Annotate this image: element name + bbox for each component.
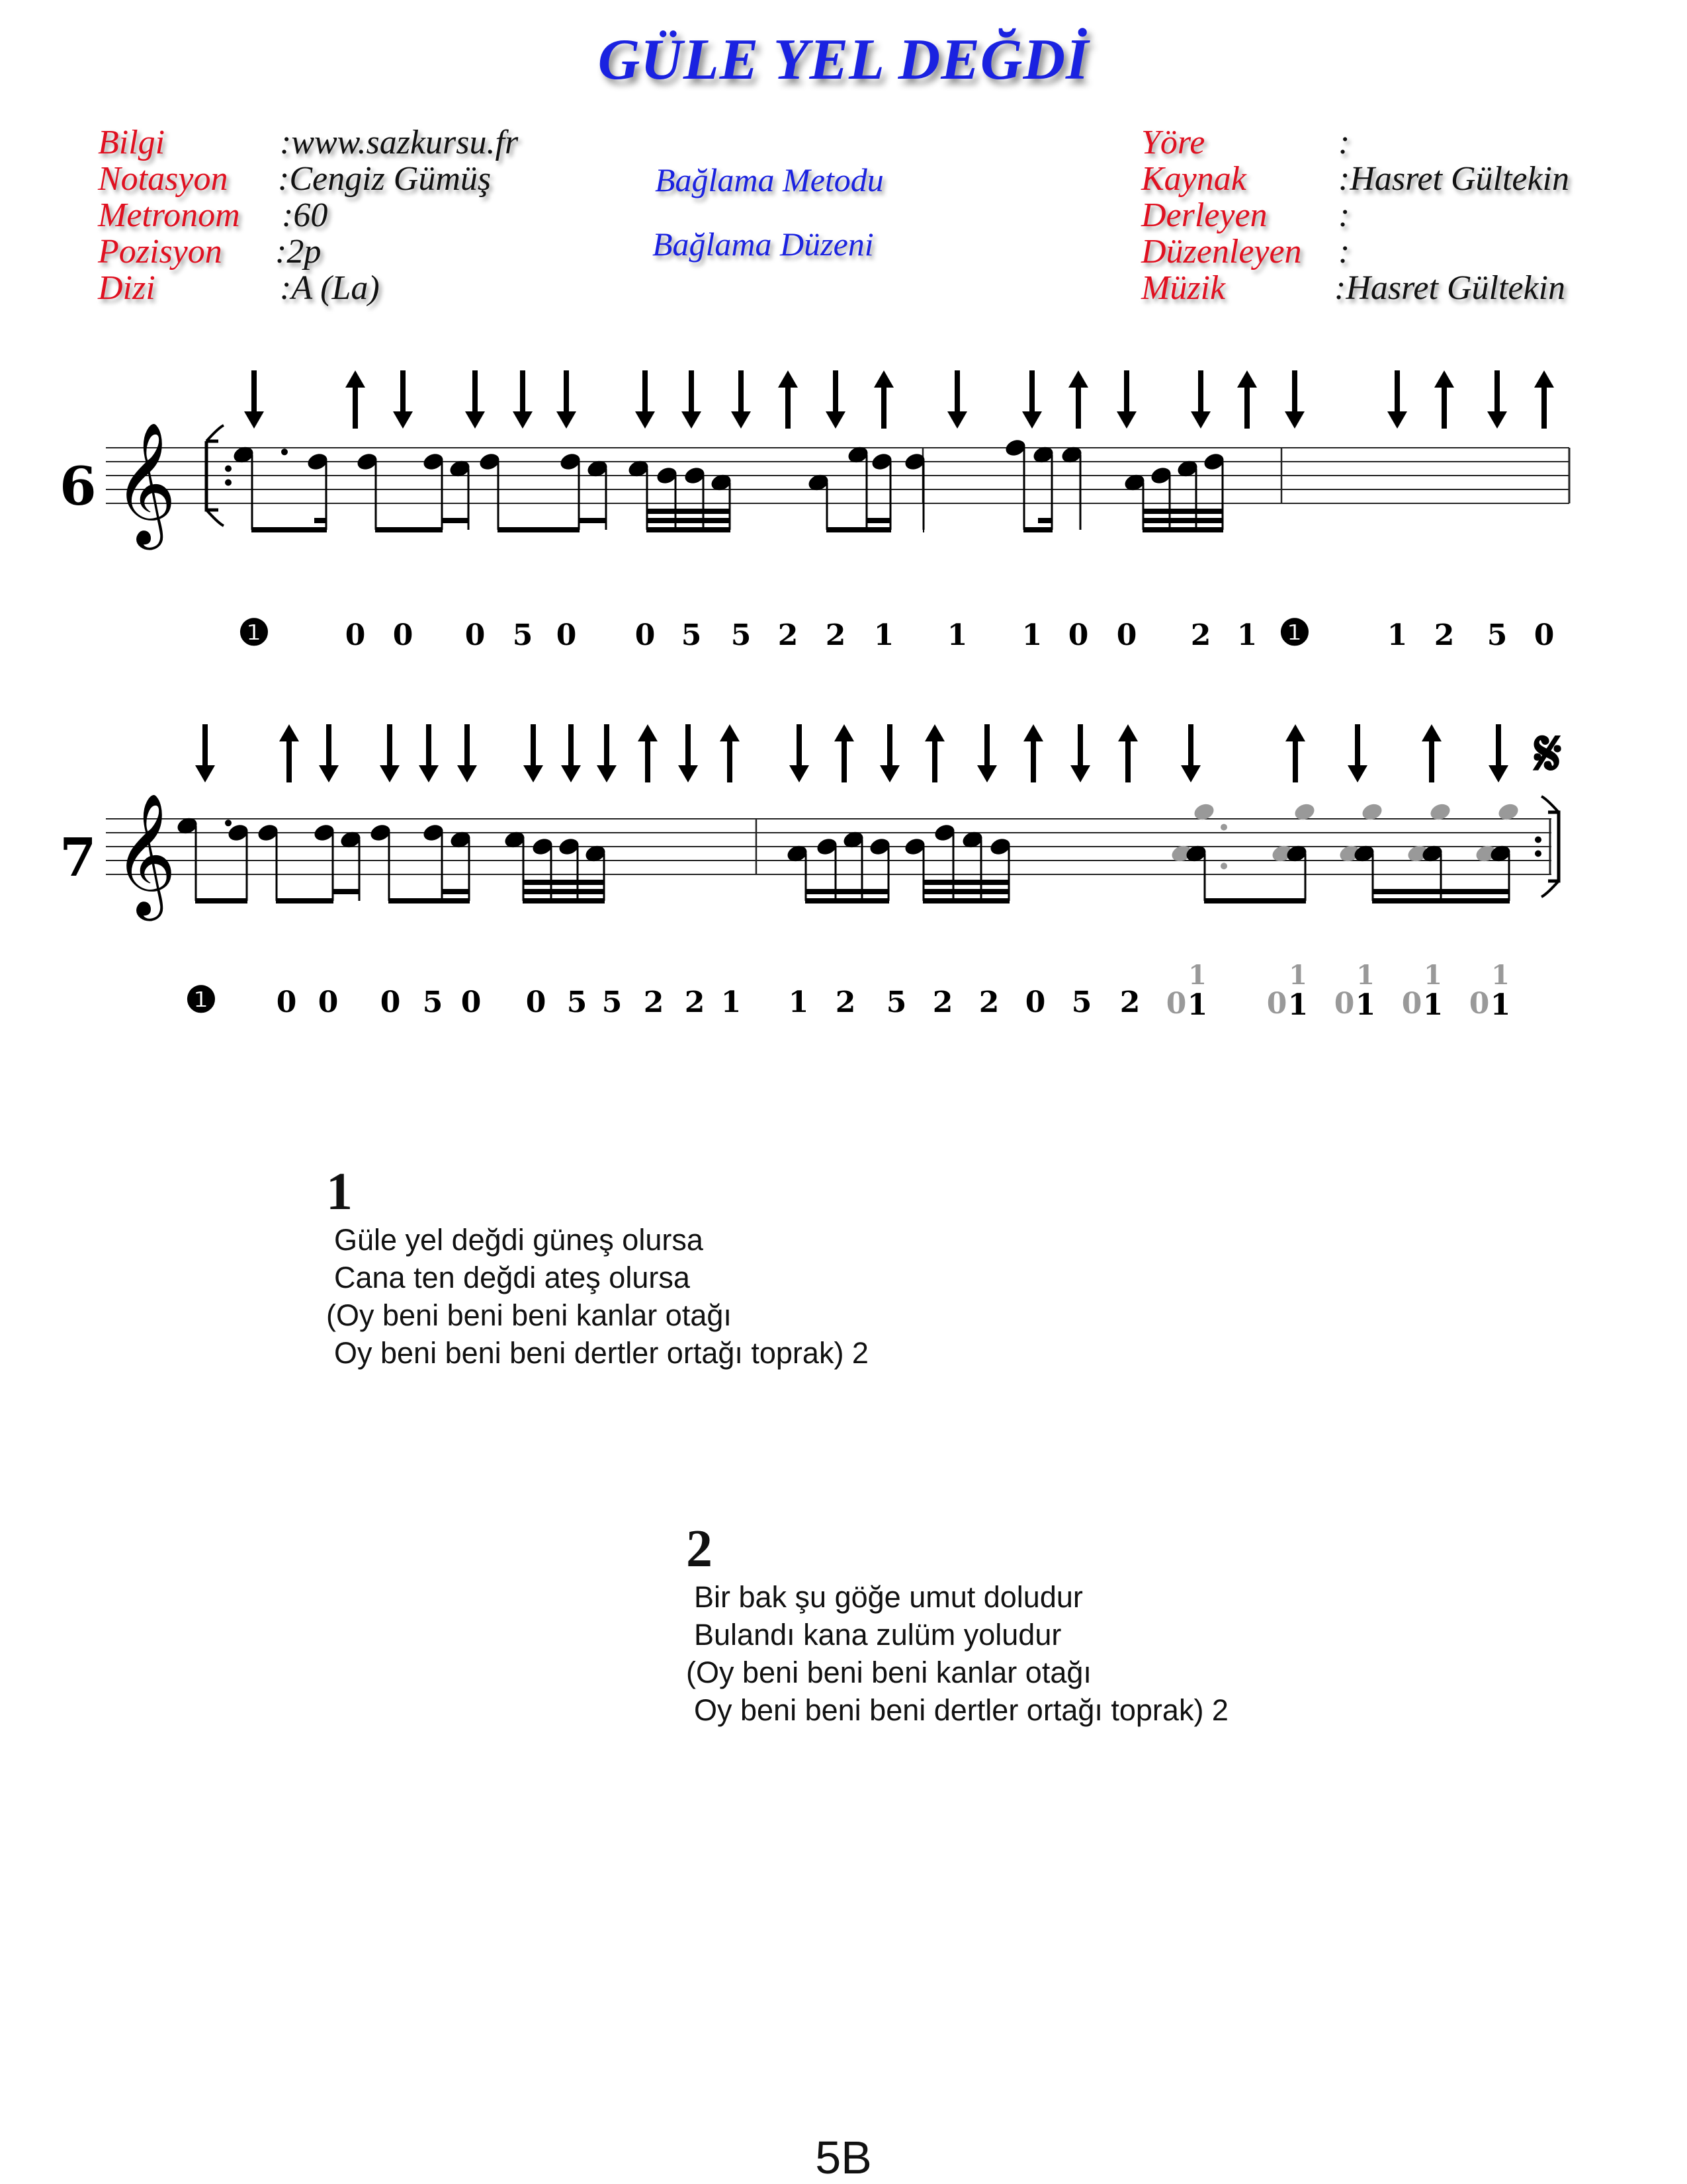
verse-line: Güle yel değdi güneş olursa — [334, 1223, 703, 1257]
measure-number: 7 — [60, 826, 97, 888]
chord-fingering-top: 1 — [1491, 960, 1510, 991]
stroke-down-arrow-icon — [1070, 765, 1090, 782]
stroke-up-arrow-icon — [1118, 724, 1138, 741]
repeat-dot — [1535, 837, 1541, 843]
dotted-note-dot — [225, 819, 232, 826]
note-beam — [523, 889, 605, 894]
note-beam — [646, 527, 730, 532]
fingering-number: 1 — [1236, 618, 1258, 652]
fingering-number: 5 — [886, 986, 907, 1019]
info-value: :Hasret Gültekin — [1334, 269, 1565, 307]
fingering-number: 2 — [643, 986, 664, 1019]
fingering-number: 5 — [566, 986, 587, 1019]
info-value: : — [1338, 124, 1350, 161]
repeat-start-bracket — [206, 510, 224, 526]
stroke-up-arrow-icon — [1237, 370, 1257, 388]
info-value: :www.sazkursu.fr — [280, 124, 519, 161]
fingering-number: 5 — [1487, 618, 1508, 652]
info-value: :60 — [282, 196, 328, 234]
note-beam — [578, 518, 607, 523]
note-beam — [826, 527, 867, 532]
fingering-number: ❶ — [185, 978, 218, 1021]
note-beam — [805, 889, 889, 894]
stroke-down-arrow-icon — [1487, 411, 1507, 429]
fingering-number: 1 — [1021, 618, 1043, 652]
fingering-number: 1 — [873, 618, 894, 652]
stroke-up-arrow-icon — [874, 370, 894, 388]
fingering-number: 0 — [276, 986, 297, 1019]
tuning-note: Bağlama Düzeni — [652, 226, 874, 263]
verse-1 — [326, 1165, 869, 1372]
stroke-down-arrow-icon — [1285, 411, 1305, 429]
fingering-number: 2 — [978, 986, 1000, 1019]
verse-number: 1 — [326, 1163, 353, 1221]
stroke-up-arrow-icon — [1068, 370, 1088, 388]
chord-fingering-top: 1 — [1289, 960, 1307, 991]
note-beam — [866, 518, 891, 523]
chord-fingering-bottom: 1 — [1287, 988, 1309, 1022]
stroke-down-arrow-icon — [1181, 765, 1201, 782]
fingering-number: 0 — [525, 986, 546, 1019]
fingering-number: 0 — [345, 618, 366, 652]
fingering-number: ❶ — [238, 611, 271, 653]
note-beam — [314, 518, 327, 523]
info-value: : — [1338, 233, 1350, 271]
repeat-start-bracket — [206, 425, 224, 441]
info-label: Metronom — [98, 196, 240, 234]
chord-fingering-low: 0 — [1166, 987, 1187, 1021]
fingering-number: 5 — [730, 618, 752, 652]
fingering-number: 5 — [681, 618, 702, 652]
dotted-note-dot — [281, 448, 288, 455]
verse-line: (Oy beni beni beni kanlar otağı — [326, 1298, 732, 1332]
fingering-number: 0 — [556, 618, 577, 652]
method-note: Bağlama Metodu — [655, 161, 884, 198]
measure-number: 6 — [60, 455, 97, 517]
note-beam — [1023, 527, 1053, 532]
stroke-down-arrow-icon — [561, 765, 581, 782]
stroke-down-arrow-icon — [597, 765, 617, 782]
note-beam — [923, 898, 1010, 903]
fingering-number: 2 — [684, 986, 705, 1019]
info-label: Dizi — [98, 269, 155, 307]
note-beam — [1372, 898, 1510, 903]
note-beam — [441, 518, 469, 523]
chord-fingering-bottom: 1 — [1490, 988, 1511, 1022]
note-beam — [866, 527, 891, 532]
stroke-up-arrow-icon — [778, 370, 798, 388]
stroke-down-arrow-icon — [1117, 411, 1137, 429]
info-label: Pozisyon — [98, 233, 222, 271]
stroke-down-arrow-icon — [977, 765, 997, 782]
info-label: Düzenleyen — [1141, 233, 1302, 271]
stroke-down-arrow-icon — [635, 411, 655, 429]
repeat-end-bracket — [1541, 881, 1559, 897]
note-beam — [195, 898, 247, 903]
note-beam — [805, 898, 889, 903]
fingering-number: 2 — [825, 618, 846, 652]
fingering-number: 0 — [460, 986, 482, 1019]
note-beam — [1143, 518, 1223, 523]
fingering-number: 5 — [601, 986, 623, 1019]
fingering-number: 5 — [512, 618, 533, 652]
note-beam — [497, 527, 580, 532]
fingering-number: 0 — [380, 986, 401, 1019]
note-beam — [523, 880, 605, 885]
verse-number: 2 — [686, 1520, 713, 1578]
note-beam — [1143, 509, 1223, 514]
chord-fingering-low: 0 — [1401, 987, 1422, 1021]
stroke-down-arrow-icon — [380, 765, 400, 782]
chord-fingering-top: 1 — [1424, 960, 1442, 991]
stroke-down-arrow-icon — [195, 765, 215, 782]
fingering-number: 1 — [788, 986, 809, 1019]
note-beam — [388, 898, 470, 903]
music-score — [0, 0, 1687, 1058]
note-beam — [442, 889, 470, 894]
note-beam — [251, 527, 327, 532]
note-beam — [276, 898, 333, 903]
chord-fingering-bottom: 1 — [1422, 988, 1444, 1022]
fingering-number: 0 — [1116, 618, 1137, 652]
stroke-down-arrow-icon — [789, 765, 809, 782]
stroke-down-arrow-icon — [1022, 411, 1042, 429]
dotted-note-dot — [1221, 862, 1227, 869]
fingering-number: 0 — [392, 618, 413, 652]
stroke-up-arrow-icon — [1534, 370, 1554, 388]
stroke-up-arrow-icon — [1434, 370, 1454, 388]
stroke-down-arrow-icon — [419, 765, 439, 782]
treble-clef-icon: 𝄞 — [114, 792, 177, 915]
chord-fingering-top: 1 — [1188, 960, 1207, 991]
stroke-up-arrow-icon — [1285, 724, 1305, 741]
fingering-number: 0 — [1025, 986, 1046, 1019]
stroke-down-arrow-icon — [731, 411, 751, 429]
fingering-number: 2 — [1434, 618, 1455, 652]
verse-line: Oy beni beni beni dertler ortağı toprak) 2 — [334, 1336, 869, 1370]
fingering-number: 1 — [1387, 618, 1408, 652]
info-value: : — [1338, 196, 1350, 234]
fingering-number: 0 — [1534, 618, 1555, 652]
stroke-down-arrow-icon — [1489, 765, 1508, 782]
repeat-dot — [225, 466, 232, 472]
stroke-up-arrow-icon — [1023, 724, 1043, 741]
note-beam — [646, 509, 730, 514]
chord-fingering-top: 1 — [1356, 960, 1375, 991]
fingering-number: 2 — [1190, 618, 1211, 652]
chord-fingering-low: 0 — [1266, 987, 1287, 1021]
song-title: GÜLE YEL DEĞDİ — [597, 28, 1090, 92]
info-value: :Hasret Gültekin — [1338, 160, 1569, 198]
info-label: Notasyon — [98, 160, 228, 198]
verse-line: Bir bak şu göğe umut doludur — [694, 1580, 1083, 1614]
fingering-number: 2 — [777, 618, 799, 652]
stroke-up-arrow-icon — [345, 370, 365, 388]
note-beam — [923, 880, 1010, 885]
note-beam — [246, 889, 247, 894]
note-beam — [1038, 518, 1053, 523]
info-label: Derleyen — [1141, 196, 1268, 234]
page-number: 5B — [815, 2132, 872, 2183]
info-label: Bilgi — [98, 124, 165, 161]
fingering-number: 0 — [464, 618, 486, 652]
fingering-number: 2 — [932, 986, 953, 1019]
note-beam — [1305, 889, 1306, 894]
stroke-up-arrow-icon — [638, 724, 658, 741]
stroke-up-arrow-icon — [834, 724, 854, 741]
verse-line: Bulandı kana zulüm yoludur — [694, 1618, 1062, 1652]
segno-icon: 𝄋 — [1534, 716, 1562, 790]
chord-fingering-bottom: 1 — [1187, 988, 1208, 1022]
verse-2 — [686, 1520, 1229, 1729]
note-beam — [646, 518, 730, 523]
fingering-number: 2 — [1119, 986, 1141, 1019]
note-beam — [375, 527, 443, 532]
note-beam — [1372, 889, 1510, 894]
fingering-number: 1 — [947, 618, 968, 652]
note-beam — [1143, 527, 1223, 532]
repeat-end-bracket — [1541, 796, 1559, 812]
info-label: Müzik — [1141, 269, 1226, 307]
fingering-number: 5 — [422, 986, 443, 1019]
stroke-down-arrow-icon — [1191, 411, 1211, 429]
stroke-down-arrow-icon — [880, 765, 900, 782]
verse-line: Cana ten değdi ateş olursa — [334, 1261, 690, 1294]
note-beam — [523, 898, 605, 903]
dotted-note-dot — [1221, 824, 1227, 831]
stroke-up-arrow-icon — [1422, 724, 1442, 741]
stroke-down-arrow-icon — [244, 411, 264, 429]
stroke-down-arrow-icon — [1387, 411, 1407, 429]
info-value: :A (La) — [280, 269, 380, 307]
info-label: Kaynak — [1141, 160, 1246, 198]
fingering-number: 2 — [835, 986, 856, 1019]
repeat-dot — [225, 480, 232, 486]
treble-clef-icon: 𝄞 — [114, 421, 177, 544]
stroke-down-arrow-icon — [826, 411, 845, 429]
stroke-down-arrow-icon — [319, 765, 339, 782]
fingering-number: 0 — [318, 986, 339, 1019]
note-beam — [923, 527, 924, 532]
fingering-number: 0 — [1068, 618, 1089, 652]
stroke-down-arrow-icon — [947, 411, 967, 429]
stroke-down-arrow-icon — [465, 411, 485, 429]
chord-fingering-low: 0 — [1469, 987, 1490, 1021]
chord-fingering-low: 0 — [1334, 987, 1355, 1021]
stroke-down-arrow-icon — [678, 765, 698, 782]
stroke-up-arrow-icon — [279, 724, 299, 741]
note-beam — [1204, 898, 1306, 903]
fingering-number: 5 — [1071, 986, 1092, 1019]
note-beam — [332, 889, 360, 894]
repeat-dot — [1535, 851, 1541, 857]
stroke-down-arrow-icon — [393, 411, 413, 429]
fingering-number: 1 — [720, 986, 742, 1019]
info-value: :2p — [275, 233, 322, 271]
stroke-down-arrow-icon — [523, 765, 543, 782]
stroke-down-arrow-icon — [556, 411, 576, 429]
verse-line: Oy beni beni beni dertler ortağı toprak) 2 — [694, 1693, 1229, 1727]
verse-line: (Oy beni beni beni kanlar otağı — [686, 1656, 1092, 1689]
stroke-down-arrow-icon — [513, 411, 533, 429]
fingering-number: ❶ — [1278, 611, 1311, 653]
note-beam — [923, 889, 1010, 894]
chord-fingering-bottom: 1 — [1355, 988, 1376, 1022]
stroke-down-arrow-icon — [457, 765, 477, 782]
info-value: :Cengiz Gümüş — [278, 160, 492, 198]
info-label: Yöre — [1141, 124, 1205, 161]
stroke-down-arrow-icon — [681, 411, 701, 429]
fingering-number: 0 — [634, 618, 656, 652]
stroke-down-arrow-icon — [1348, 765, 1367, 782]
stroke-up-arrow-icon — [720, 724, 740, 741]
stroke-up-arrow-icon — [925, 724, 945, 741]
